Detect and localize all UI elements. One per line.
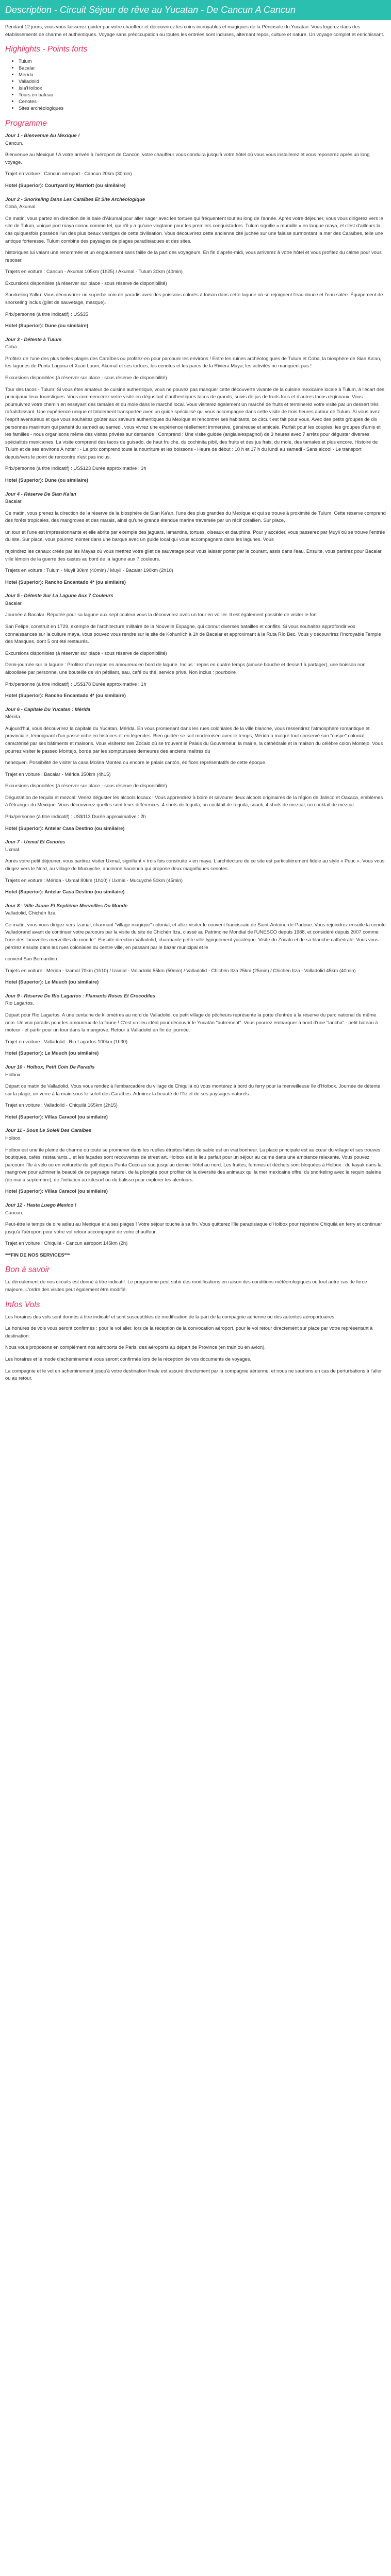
content (0, 20, 391, 1393)
bon-a-savoir-text: Le déroulement de nos circuits est donné à titre indicatif. Le programme peut subir des modifications en raison des conditions météorologiques ou tout autre cas de force majeure. L'ordre des visites peut également être modifié. (5, 1279, 367, 1293)
day-hotel: Hotel (Superior): Dune (ou similaire) (5, 477, 88, 483)
highlight-item: • Sites archéologiques (19, 105, 386, 111)
day-place: Rio Lagartos. (5, 1000, 34, 1006)
day-title: Jour 8 - Ville Jaune Et Septième Merveilles Du Monde (5, 902, 128, 908)
day-paragraph: Aujourd'hui, vous découvrirez la capitale du Yucatan, Mérida. En vous promenant dans les rues coloniales de la ville blanche, vous ressentirez l'atmosphère romantique et provinciale, témoignant d'un passé riche en histoires et en légendes. Bien guidée se soit modernisée avec le temps, Mérida a malgré tout conservé son "cuspe" colonial, caractérisé par ses bâtiments et maisons. Vous visiterez ses Zocalo où se trouvent le Palais du Gouverneur, la mairie, la cathédrale et la maison du célèbre colon Montejo. Vous pourrez visiter le passeo Montejo, bordé par les sompturuses demeures des anciens maîtres du (5, 725, 383, 754)
day-paragraph: Prix/personne (à titre indicatif) : US$178 Durée approximative : 1h (5, 681, 146, 687)
day-paragraph: Prix/personne (à titre indicatif) : US$35 (5, 311, 89, 317)
day-place: Cancun. (5, 1209, 23, 1215)
day-place: Cobá, Akumal. (5, 204, 37, 210)
day-paragraph: Excursions disponibles (à réserver sur place - sous réserve de disponibilité) (5, 280, 167, 286)
day-place: Holbox. (5, 1134, 22, 1141)
highlight-item: • Valladolid (19, 78, 386, 84)
day-title: Jour 3 - Détente à Tulum (5, 336, 62, 342)
day-paragraph: Trajets en voiture : Cancun - Akumal 105km (1h25) / Akumal - Tulum 30km (40min) (5, 268, 183, 275)
day-hotel: Hotel (Superior): Antelar Casa Destino (ou similaire) (5, 889, 125, 895)
highlight-item: • Cenotes (19, 98, 386, 105)
highlight-item: • Tours en bateau (19, 91, 386, 98)
day-paragraph: Dégustation de tequila et mezcal: Venez déguster les alcools locaux ! Vous apprendrez à boire et savourer deux alcools originaires de la région de Jalisco et Oaxaca, emblèmes à l'étranger du Mexique. Vous découvrirez quelles sont leurs différences. 4 shots de tequila, un cocktail de tequila, snack, 4 shots de mezcal, un cocktail de mezcal (5, 794, 383, 808)
day-paragraph: Départ ce matin de Valladolid. Vous vous rendez à l'embarcadère du village de Chiquilá où vous monterez à bord du ferry pour la merveilleuse île d'Holbox. Journée de détente sur la plage, un verre à la main sous le soleil des Caraïbes. Admirez la beauté de l'île et de ses paysages naturels. (5, 1083, 381, 1096)
day-paragraph: Après votre petit déjeuner, vous partirez visiter Uxmal, signifiant « trois fois construite » en maya. L'architecture de ce site est particulièrement fidèle au style « Puuc ». Vous vous dirigez vers le Nord, au village de Mucuyche, ancienne hacienda qui propose deux magnifiques cenotes. (5, 858, 385, 871)
day-block (5, 592, 386, 699)
day-paragraph: Excursions disponibles (à réserver sur place - sous réserve de disponibilité) (5, 650, 167, 656)
day-block (5, 1127, 386, 1195)
highlight-item: • Tulum (19, 58, 386, 64)
day-hotel: Hotel (Superior): Rancho Encantado 4* (ou similaire) (5, 692, 126, 699)
day-paragraph: rejoindrez les canaux créés par les Mayas où vous mettrez votre gilet de sauvetage pour vous laisser porter par le courant, assis dans l'eau. Ensuite, vous partirez pour Bacalar, ville lémoin de la guerre des castes au bord de la lagune aux 7 couleurs. (5, 548, 383, 562)
day-paragraph: Trajet en voiture : Chiquilá - Cancun aéroport 145km (2h) (5, 1240, 128, 1246)
day-paragraph: Prix/personne (à titre indicatif) : US$123 Durée approximative : 3h (5, 465, 146, 471)
title-bar (0, 0, 391, 20)
day-place: Valladolid, Chichén Itza. (5, 910, 57, 916)
highlights-heading: Highlights - Points forts (5, 45, 88, 54)
day-title: Jour 12 - Hasta Luego Mexico ! (5, 1202, 77, 1208)
day-title: Jour 2 - Snorkeling Dans Les Caraïbes Et Site Archéologique (5, 196, 145, 202)
infos-vols-paragraph: Le horaires de vols vous seront confirmés : pour le vol aller, lors de la réception de la convocation aéroport, pour le vol retour directement sur place par votre représentant à destination. (5, 1325, 373, 1338)
day-paragraph: Bienvenue au Mexique ! A votre arrivée à l'aéroport de Cancún, votre chauffeur vous conduira jusqu'à votre hôtel où vous vous installerez et vous reposerez après un long voyage. (5, 151, 370, 165)
day-block (5, 1201, 386, 1259)
infos-vols-paragraph: La compagnie et le vol en acheminement jusqu'à votre destination finale est assuré directement par la compagnie aérienne, et nous ne saurions en cas de perturbations à l'aller ou au retour. (5, 1367, 382, 1381)
day-paragraph: Trajet en voiture : Cancun aéroport - Cancun 20km (30min) (5, 171, 132, 177)
day-paragraph: Demi-journée sur la lagune : Profitez d'un repas en amoureux en bord de lagune. Inclus : repas en quatre temps (amuse bouche et dessert à partager), une boisson non alcoolisée par personne, une bouteille de vin pétillant, eau, café ou thé, service privé. Non inclus : pourboire (5, 662, 366, 675)
day-paragraph: Trajets en voiture : Mérida - Izamal 70km (1h10) / Izamal - Valladolid 55km (50min) / Valladolid - Chichén Itza 25km (25min) / Chichén Itza - Valladolid 45km (40min) (5, 967, 356, 973)
day-title: Jour 11 - Sous Le Soleil Des Caraïbes (5, 1127, 92, 1133)
intro-text: Pendant 12 jours, vous vous laisserez guider par votre chauffeur et découvrirez les coins incroyables et magiques de la Péninsule du Yucatan. Vous logerez dans des établissements de charme et authentiques. Voyage sans préoccupation ou toutes les entrées sont incluses, alternant repos, culture et nature. Un voyage complet et enrichissant. (5, 24, 384, 37)
infos-vols-paragraph: Nous vous proposons en complément nos aéroports de Paris, des aéroports au départ de Province (en train ou en avion). (5, 1344, 266, 1350)
day-place: Cobá. (5, 344, 19, 350)
day-title: Jour 5 - Détente Sur La Lagune Aux 7 Couleurs (5, 592, 113, 599)
day-paragraph: Profitez de l'une des plus belles plages des Caraïbes ou profitez-en pour parcourir les environs ! Entre les ruines archéologiques de Tulum et Coba, la biosphère de Sian Ka'an, les lagunes de Punta Laguna et Xcan Luum, Akumal et ses tortues, les cenotes et les parcs de la Riviera Maya, les activités ne manquent pas ! (5, 355, 382, 369)
day-title: Jour 10 - Holbox, Petit Coin De Paradis (5, 1063, 95, 1070)
day-paragraph: Trajet en voiture : Valladolid - Chiquilá 165km (2h15) (5, 1102, 118, 1108)
infos-vols-paragraph: Les horaires et le mode d'acheminement vous seront confirmés lors de la réception de vos documents de voyages. (5, 1355, 252, 1362)
day-block (5, 336, 386, 484)
day-block (5, 490, 386, 586)
bon-a-savoir-heading: Bon à savoir (5, 1265, 50, 1275)
day-block (5, 1063, 386, 1121)
day-paragraph: Excursions disponibles (à réserver sur place - sous réserve de disponibilité) (5, 783, 167, 789)
day-block (5, 196, 386, 330)
highlight-item: • Isla'Holbox (19, 84, 386, 91)
day-paragraph: San Felipe, construit en 1729, exemple de l'architecture militaire de la Nouvelle Espagne, qui connut diverses batailles et conflits. Si vous souhaitez approfondir vos connaissances sur la culture maya, vous pouvez vous rendre sur le site de Kohunlich à 1h de Bacalar et approximant à la Ruta Río Bec. Vous y découvrirez l'incroyable Temple des Masques, dont 5 ont été restaurés. (5, 623, 381, 645)
day-hotel: Hotel (Superior): Le Muuch (ou similaire) (5, 979, 99, 985)
day-title: Jour 4 - Réserve De Sian Ka'an (5, 490, 76, 497)
highlight-item: • Merida (19, 71, 386, 78)
day-paragraph: Holbox est une île pleine de charme où toute se promener dans les ruelles étroites faites de sable est un vrai bonheur. La place principale est au cœur du village et ses trouves boutiques, cafés, restaurants... et les façades sont recouvertes de street art. Holbox est le lieu parfait pour un séjour au calme dans une ambiance relaxante. Vous pouvez parcourir l'île à vélo ou en voiturette de golf depuis Punta Coco au sud jusqu'au dernier hôtel au nord. Les fruites, femmes et déchets sont bloquées à Holbox : du kayak dans la mangrove pour admirer la beauté de ce paysage naturel, de la plongée pour profiter de la diversité des animaux qui la mer mexicaine offre, du snorkeling avec le requin baleine (de mai à septembre), de l'initiation au kitesurf ou du balisso pour explorer les alentours. (5, 1146, 382, 1182)
infos-vols-section (5, 1313, 386, 1382)
day-paragraph: Trajets en voiture : Mérida - Uxmal 80km (1h10) / Uxmal - Mucuyche 50km (45min) (5, 877, 183, 883)
day-paragraph: Excursions disponibles (à réserver sur place - sous réserve de disponibilité) (5, 375, 167, 381)
day-hotel: Hotel (Superior): Villas Caracol (ou similaire) (5, 1113, 108, 1120)
day-block (5, 838, 386, 895)
day-paragraph: Départ pour Rio Lagartos. A une centaine de kilomètres au nord de Valladolid, ce petit village de pêcheurs représente la porte d'entrée à la réserve du parc national du même nom. Un vrai paradis pour les amoureux de la faune ! C'est un lieu idéal pour découvrir le Yucatán "autrement". Vous pourrez embarquer à bord d'une "lancha" - petit bateau à moteur - et partir pour un tour dans la mangrove. Retour à Valladolid en fin de journée. (5, 1012, 378, 1033)
day-block (5, 902, 386, 986)
page-title: Description - Circuit Séjour de rêve au Yucatan - De Cancun A Cancun (5, 5, 296, 15)
programme-heading: Programme (5, 119, 47, 128)
day-place: Bacalar. (5, 498, 23, 504)
infos-vols-heading: Infos Vols (5, 1300, 40, 1309)
day-paragraph: Ce matin, vous partez en direction de la baie d'Akumal pour aller nager avec les tortues qui fréquentent tout au long de l'année. Après votre déjeuner, vous vous dirigerez vers le site de Tulum, unique port maya connu comme tel, qui n'il y a qu'une vingtaine pour les premiers conquistadors. Tulum signifie « muraille » en langue maya, et c'est d'ailleurs la cas quiquesfois possédé l'un des plus beaux vestiges de cette civilisation. Vous découvrirez cette ancienne cité juchée sur une falaise surmontant la mer des Caraïbes, telle une antique forteresse. Tulum combine des paysages de plages paradisiaques et des sites. (5, 215, 383, 244)
day-paragraph: couvent San Bernardino. (5, 956, 59, 962)
day-hotel: Hotel (Superior): Rancho Encantado 4* (ou similaire) (5, 579, 126, 585)
day-title: Jour 1 - Bienvenue Au Mexique ! (5, 132, 80, 139)
day-hotel: Hotel (Superior): Villas Caracol (ou similaire) (5, 1188, 108, 1194)
day-paragraph: Prix/personne (à titre indicatif) : US$113 Durée approximative : 2h (5, 814, 146, 820)
day-place: Holbox. (5, 1071, 22, 1077)
day-paragraph: Journée à Bacalar. Réputée pour sa lagune aux sept couleur vous la découvrirez avec un tour en voilier. Il est également possible de visiter le fort (5, 612, 317, 618)
day-place: Mérida. (5, 714, 22, 720)
day-paragraph: Trajet en voiture : Valladolid - Rio Lagartos 100km (1h30) (5, 1038, 128, 1044)
day-place: Cancun. (5, 140, 23, 146)
day-paragraph: Ce matin, vous prenez la direction de la réserve de la biosphère de Sian Ka'an, l'une des plus grandes du Mexique et qui se trouve à proximité de Tulum. Cette réserve comprend des forêts tropicales, des mangroves et des marais, ainsi qu'une grande étendue marine traversée par un récif corallien. Sur place, (5, 510, 386, 523)
day-hotel: Hotel (Superior): Le Muuch (ou similaire) (5, 1050, 99, 1056)
day-title: Jour 7 - Uxmal Et Cenotes (5, 839, 66, 845)
day-title: Jour 6 - Capitale Du Yucatan : Mérida (5, 706, 91, 712)
day-paragraph: historiques lui valant une renommée et un engouement sans faille de la part des voyageurs. En fin d'après-midi, vous arriverez à votre hôtel et vous profitez du calme pour vous reposer. (5, 249, 382, 263)
day-hotel: Hotel (Superior): Courtyard by Marriott (ou similaire) (5, 182, 126, 189)
day-paragraph: Peut-être le temps de dire adieu au Mexique et à ses plages ! Votre séjour touche à sa fin. Vous quitterez l'île paradisiaque d'Holbox pour rejoindre Chiquilá en ferry et continuer jusqu'à l'aéroport pour votre vol retour accompagné de votre chauffeur. (5, 1221, 382, 1234)
day-note: ***FIN DE NOS SERVICES*** (5, 1251, 70, 1258)
highlights-list (5, 58, 386, 111)
programme-days (5, 132, 386, 1259)
day-paragraph: Ce matin, vous vous dirigez vers Izamal, charmant "village magique" colonial, et allez visiter le couvent franciscain de Saint-Antoine-de-Padoue. Vous rejoindrez ensuite la cenote Valladorand avant de continuer votre parcours par la visite du site de Chichén Itza, classé au Patrimoine Mondial de l'UNESCO depuis 1988, et considéré depuis 2007 comme l'une des "nouvelles merveilles du monde". Ensuite direction Valladolid, charmante petite ville typiquement yucatèque. Visite du Zocalo et de sa blanche cathédrale. Vous vous perdrez ensuite dans les rues coloniales du centre ville, en passant par le bazar municipal et le (5, 921, 386, 950)
day-hotel: Hotel (Superior): Antelar Casa Destino (ou similaire) (5, 825, 125, 831)
day-paragraph: henequen. Possibilité de visiter la casa Molina Montea ou encore le palais cantón, édifices représentatifs de cette époque. (5, 759, 267, 766)
day-title: Jour 9 - Réserve De Rio Lagartos : Flamants Roses Et Crocodiles (5, 992, 155, 998)
day-paragraph: Trajets en voiture : Tulum - Muyil 30km (40min) / Muyil - Bacalar 190km (2h10) (5, 567, 173, 573)
day-paragraph: un tour et l'une est impressionnante et elle abrite par exemple des jaguars, lamantins, tortues, oiseaux et dauphins. Pour y accéder, vous passerez par Muyil où se trouve l'entrée du site. Sur place, vous pourrez monter dans une barque avec un guide local qui vous accompagnera dans les lagunes. Vous (5, 529, 385, 543)
highlight-item: • Bacalar (19, 64, 386, 71)
day-paragraph: Tour des tacos - Tulum: Si vous êtes amateur de cuisine authentique, vous ne pouvez pas manquer cette découverte vivante de la cuisine mexicaine locale à Tulum, à l'écart des principaux lieux touristiques. Vous commencerez votre visite en dégustant d'authentiques tacos de grands, suivis de jus de fruits frais et d'autres tacos régionaux. Vous poursuivrez votre chemin en essayant des tamales et du mole dans le marché local. Vous visiterez également un marché de fruits et terminerez votre visite par un dessert très rafraîchissant. Une expérience unique et totalement transportée avec un guide spécialisé qui vous accompagne dans cette visite de trois heures autour de Tulum. Si vous avez l'esprit aventureux et que vous souhaitez goûter aux saveurs authentiques du Mexique et rencontrer ses habitants, ce circuit est fait pour vous. Avec des petits groupes de dix personnes maximum qui partent du samedi au samedi, vous vivrez une expérience réellement immersive, généreuse et amicale. Parfait pour les couples, les groupes d'amis et les familles - nous organisons même des visites privées sur demande ! Comprend : Une visite guidée (anglais/espagnol) de 3 heures avec 7 arrêts pour déguster diverses spécialités mexicaines. La visite comprend des tacos de guisado, de haut fruiche, du cochinita pibil, des fruits et des jus frais, du mole, des tamales et plus encore. Histoire de Tulum et de ses environs À noter : - La prix comprend toute la nourriture et les boissons - Heure de début : 10 h et 17 h du lundi au samedi - Sans alcool - Le transport depuis/vers le point de rencontre n'est pas inclus. (5, 386, 385, 460)
day-place: Bacalar. (5, 600, 23, 606)
day-block (5, 706, 386, 833)
day-block (5, 132, 386, 189)
infos-vols-paragraph: Les horaires des vols sont donnés à titre indicatif et sont susceptibles de modification de la part de la compagnie aérienne ou des autorités aéroportuaires. (5, 1313, 336, 1319)
day-place: Uxmal. (5, 846, 21, 852)
day-hotel: Hotel (Superior): Dune (ou similaire) (5, 323, 88, 329)
day-block (5, 992, 386, 1057)
day-paragraph: Snorkeling Yalku: Vous découvrirez un superbe coin de paradis avec des poissons colorés à foison dans cette lagune où se rejoignent l'eau douce et l'eau salée. Équipement de snorkeling inclus (gilet de sauvetage, masque). (5, 292, 383, 305)
day-paragraph: Trajet en voiture : Bacalar - Mérida 350km (4h15) (5, 771, 111, 777)
